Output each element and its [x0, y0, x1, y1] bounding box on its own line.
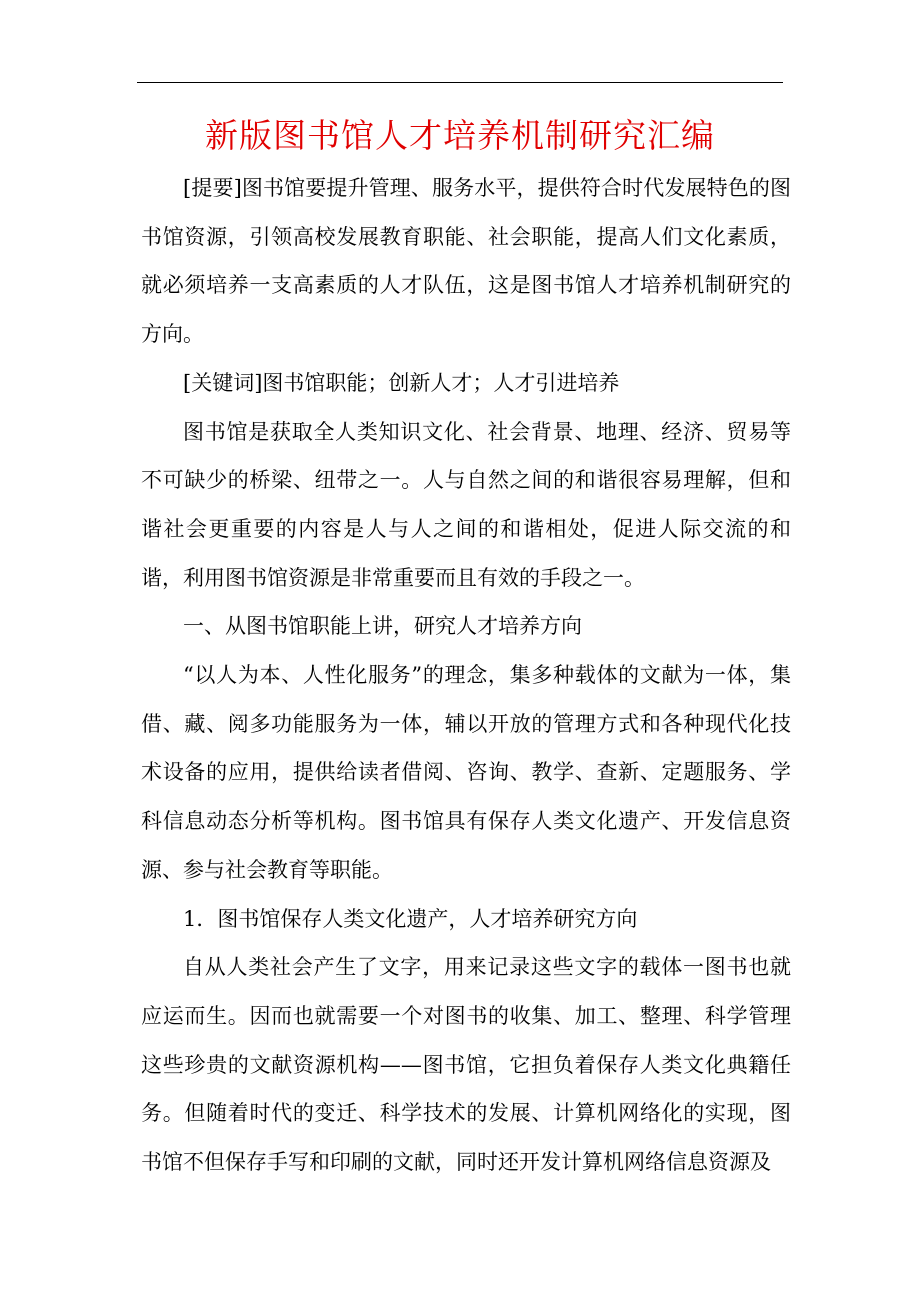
document-body	[141, 164, 791, 1187]
body-paragraph: 图书馆是获取全人类知识文化、社会背景、地理、经济、贸易等不可缺少的桥梁、纽带之一。人与自然之间的和谐很容易理解，但和谐社会更重要的内容是人与人之间的和谐相处，促进人际交流的和谐，利用图书馆资源是非常重要而且有效的手段之一。	[141, 419, 791, 590]
section-heading: 一、从图书馆职能上讲，研究人才培养方向	[183, 614, 582, 639]
body-paragraph: “以人为本、人性化服务”的理念，集多种载体的文献为一体，集借、藏、阅多功能服务为一体，辅以开放的管理方式和各种现代化技术设备的应用，提供给读者借阅、咨询、教学、查新、定题服务、学科信息动态分析等机构。图书馆具有保存人类文化遗产、开发信息资源、参与社会教育等职能。	[141, 663, 791, 882]
subsection-heading: 1．图书馆保存人类文化遗产，人才培养研究方向	[183, 906, 638, 931]
keywords-paragraph: [关键词]图书馆职能；创新人才；人才引进培养	[183, 370, 620, 395]
document-title: 新版图书馆人才培养机制研究汇编	[205, 116, 715, 155]
body-paragraph: 自从人类社会产生了文字，用来记录这些文字的载体一图书也就应运而生。因而也就需要一个对图书的收集、加工、整理、科学管理这些珍贵的文献资源机构——图书馆，它担负着保存人类文化典籍任务。但随着时代的变迁、科学技术的发展、计算机网络化的实现，图书馆不但保存手写和印刷的文献，同时还开发计算机网络信息资源及	[141, 955, 791, 1175]
header-rule	[137, 82, 783, 83]
abstract-paragraph: [提要]图书馆要提升管理、服务水平，提供符合时代发展特色的图书馆资源，引领高校发展教育职能、社会职能，提高人们文化素质，就必须培养一支高素质的人才队伍，这是图书馆人才培养机制研究的方向。	[141, 176, 791, 347]
